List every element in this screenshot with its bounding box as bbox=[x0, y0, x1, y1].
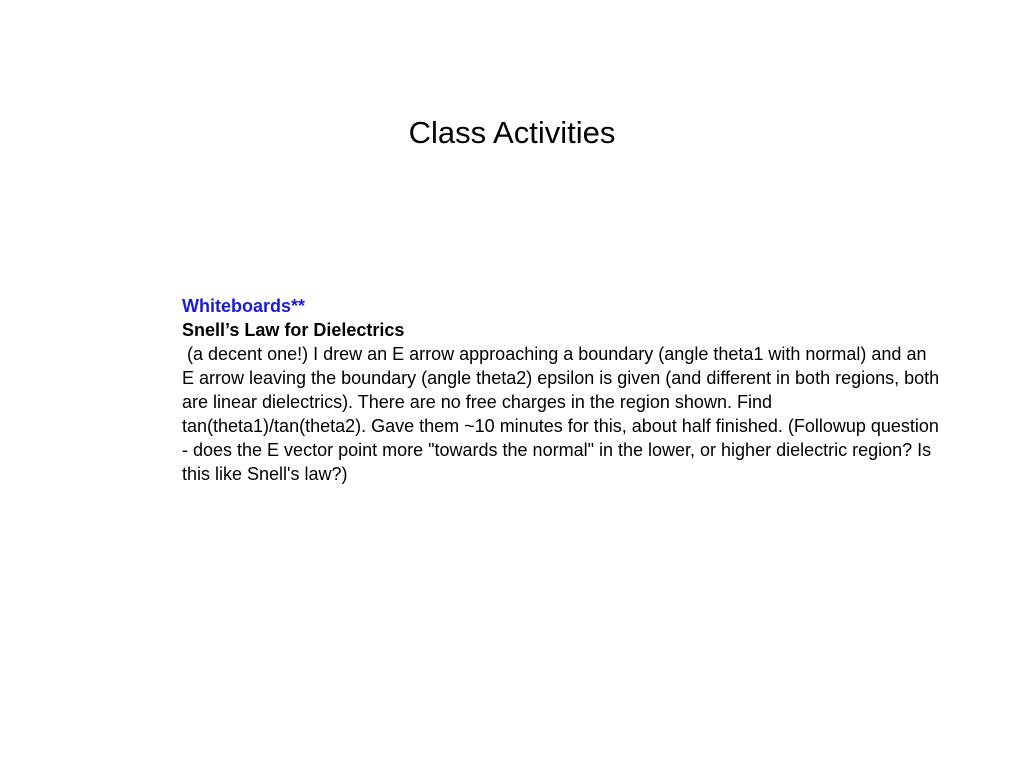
activity-block bbox=[182, 294, 945, 486]
activity-title: Snell’s Law for Dielectrics bbox=[182, 320, 405, 340]
page-title: Class Activities bbox=[408, 115, 616, 150]
activity-description: (a decent one!) I drew an E arrow approaching a boundary (angle theta1 with normal) and an E arrow leaving the boundary (angle theta2) epsilon is given (and different in both regions, both are linear dielectrics). There are no free charges in the region shown. Find tan(theta1)/tan(theta2). Gave them ~10 minutes for this, about half finished. (Followup question - does the E vector point more "towards the normal" in the lower, or higher dielectric region? Is this like Snell's law?) bbox=[182, 344, 945, 484]
category-heading: Whiteboards** bbox=[182, 296, 306, 316]
